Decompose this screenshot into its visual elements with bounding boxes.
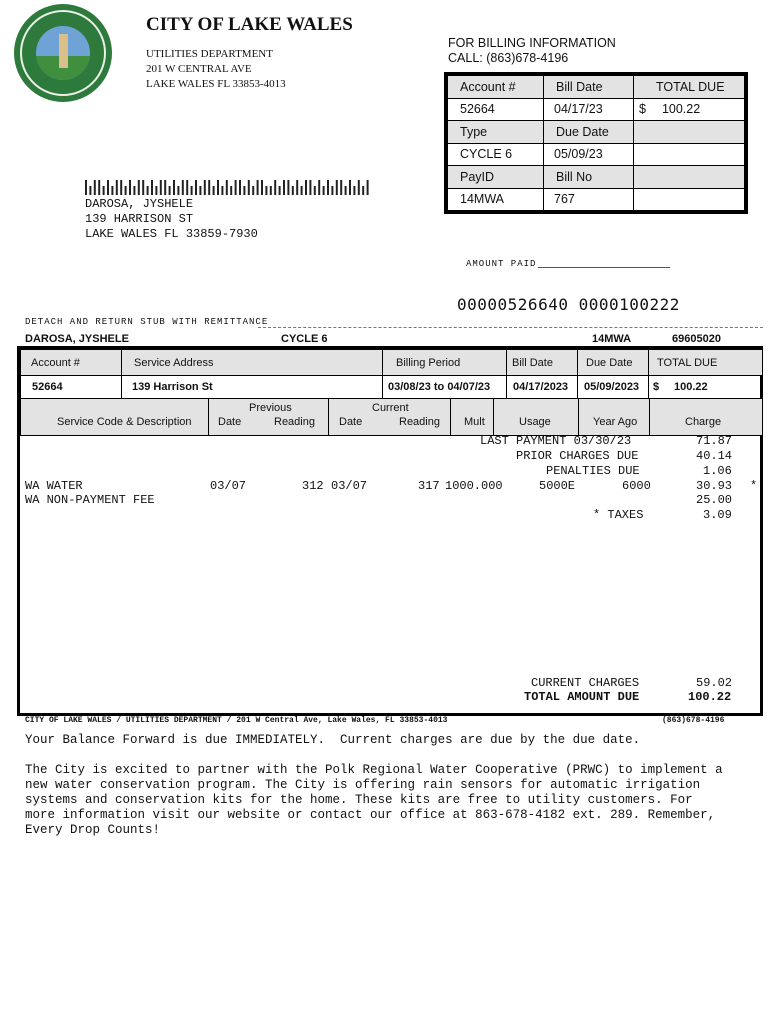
water-prev-date: 03/07: [210, 479, 247, 493]
customer-name: DAROSA, JYSHELE: [85, 197, 194, 211]
type-label: Type: [448, 121, 544, 144]
total-due: 100.22: [661, 102, 701, 117]
total-due-label: TOTAL DUE: [634, 76, 745, 99]
amount-paid-label: AMOUNT PAID: [466, 259, 537, 269]
summary-account: 52664: [20, 375, 122, 399]
ocr-scan-line: 00000526640 0000100222: [457, 295, 680, 314]
balance-notice: Your Balance Forward is due IMMEDIATELY. Current charges are due by the due date.: [25, 733, 641, 747]
fee-desc: WA NON-PAYMENT FEE: [25, 493, 155, 507]
mailing-address: [85, 197, 258, 242]
summary-billing-period: 03/08/23 to 04/07/23: [382, 375, 507, 399]
city-seal-logo: [14, 4, 112, 102]
amount-paid-field[interactable]: [538, 267, 670, 268]
penalties-label: PENALTIES DUE: [546, 464, 640, 478]
water-desc: WA WATER: [25, 479, 83, 493]
col-service-code: Service Code & Description: [20, 398, 209, 436]
postal-barcode: [85, 180, 369, 195]
stub-cycle: CYCLE 6: [281, 333, 328, 345]
stub-payid: 14MWA: [592, 333, 632, 345]
taxable-flag: *: [750, 479, 758, 493]
conservation-message: The City is excited to partner with the Polk Regional Water Cooperative (PRWC) to implement a new water conservation program. The City is offering rain sensors for automatic irrigation systems and conservation kits for the home. These kits are free to utility customers. For more information visit our website or contact our office at 863-678-4182 ext. 289. Remember, Every Drop Counts!: [25, 763, 723, 837]
bill-no-label: Bill No: [544, 166, 634, 189]
account-number: 52664: [448, 98, 544, 121]
penalties-amount: 1.06: [703, 464, 732, 478]
col-service-address: Service Address: [121, 349, 383, 376]
cycle-type: CYCLE 6: [448, 143, 544, 166]
bill-date: 04/17/23: [544, 98, 634, 121]
detach-line: [258, 327, 763, 328]
total-amount-due: 100.22: [688, 690, 732, 704]
col-account: Account #: [20, 349, 122, 376]
customer-street: 139 HARRISON ST: [85, 212, 194, 226]
footer-address: CITY OF LAKE WALES / UTILITIES DEPARTMENT / 201 W Central Ave, Lake Wales, FL 33853-4013: [25, 716, 448, 725]
water-mult: 1000.000: [445, 479, 503, 493]
statement-detail-box: [17, 346, 763, 716]
col-due-date: Due Date: [577, 349, 649, 376]
billing-summary-box: [444, 72, 748, 214]
summary-due-date: 05/09/2023: [577, 375, 649, 399]
col-year-ago: Year Ago: [578, 398, 650, 436]
footer-phone: (863)678-4196: [662, 716, 725, 725]
total-amount-label: TOTAL AMOUNT DUE: [524, 690, 640, 704]
currency-symbol: $: [639, 102, 646, 117]
col-charge: Charge: [649, 398, 763, 436]
detach-instruction: DETACH AND RETURN STUB WITH REMITTANCE: [25, 317, 269, 327]
col-total-due: TOTAL DUE: [648, 349, 763, 376]
water-charge: 30.93: [696, 479, 733, 493]
due-date: 05/09/23: [544, 143, 634, 166]
dept-line-3: LAKE WALES FL 33853-4013: [146, 78, 286, 90]
stub-number: 69605020: [672, 333, 721, 345]
col-billing-period: Billing Period: [382, 349, 507, 376]
water-cur-date: 03/07: [331, 479, 368, 493]
fee-charge: 25.00: [696, 493, 733, 507]
water-prev-reading: 312: [302, 479, 324, 493]
col-mult: Mult: [450, 398, 494, 436]
dept-line-1: UTILITIES DEPARTMENT: [146, 48, 273, 60]
taxes-amount: 3.09: [703, 508, 732, 522]
customer-city: LAKE WALES FL 33859-7930: [85, 227, 258, 241]
billing-info-label: FOR BILLING INFORMATION: [448, 36, 616, 50]
prior-charges-amount: 40.14: [696, 449, 733, 463]
due-date-label: Due Date: [544, 121, 634, 144]
last-payment-amount: 71.87: [696, 434, 733, 448]
water-cur-reading: 317: [418, 479, 440, 493]
bill-no: 767: [544, 188, 634, 211]
taxes-label: * TAXES: [593, 508, 644, 522]
stub-customer-name: DAROSA, JYSHELE: [25, 333, 129, 345]
col-current: Current Date Reading: [328, 398, 451, 436]
dept-line-2: 201 W CENTRAL AVE: [146, 63, 252, 75]
col-bill-date: Bill Date: [506, 349, 578, 376]
summary-total-due: $ 100.22: [648, 375, 763, 399]
col-previous: Previous Date Reading: [208, 398, 329, 436]
billing-phone: CALL: (863)678-4196: [448, 51, 569, 65]
water-year-ago: 6000: [622, 479, 651, 493]
department-address: [146, 47, 286, 92]
payid: 14MWA: [448, 188, 544, 211]
prior-charges-label: PRIOR CHARGES DUE: [516, 449, 639, 463]
summary-service-address: 139 Harrison St: [121, 375, 383, 399]
last-payment-label: LAST PAYMENT 03/30/23: [480, 434, 632, 448]
col-usage: Usage: [493, 398, 579, 436]
current-charges-label: CURRENT CHARGES: [531, 676, 640, 690]
account-label: Account #: [448, 76, 544, 99]
city-title: CITY OF LAKE WALES: [146, 14, 353, 35]
current-charges-amount: 59.02: [696, 676, 733, 690]
billing-contact: [448, 36, 616, 66]
payid-label: PayID: [448, 166, 544, 189]
summary-bill-date: 04/17/2023: [506, 375, 578, 399]
bill-date-label: Bill Date: [544, 76, 634, 99]
water-usage: 5000E: [539, 479, 576, 493]
